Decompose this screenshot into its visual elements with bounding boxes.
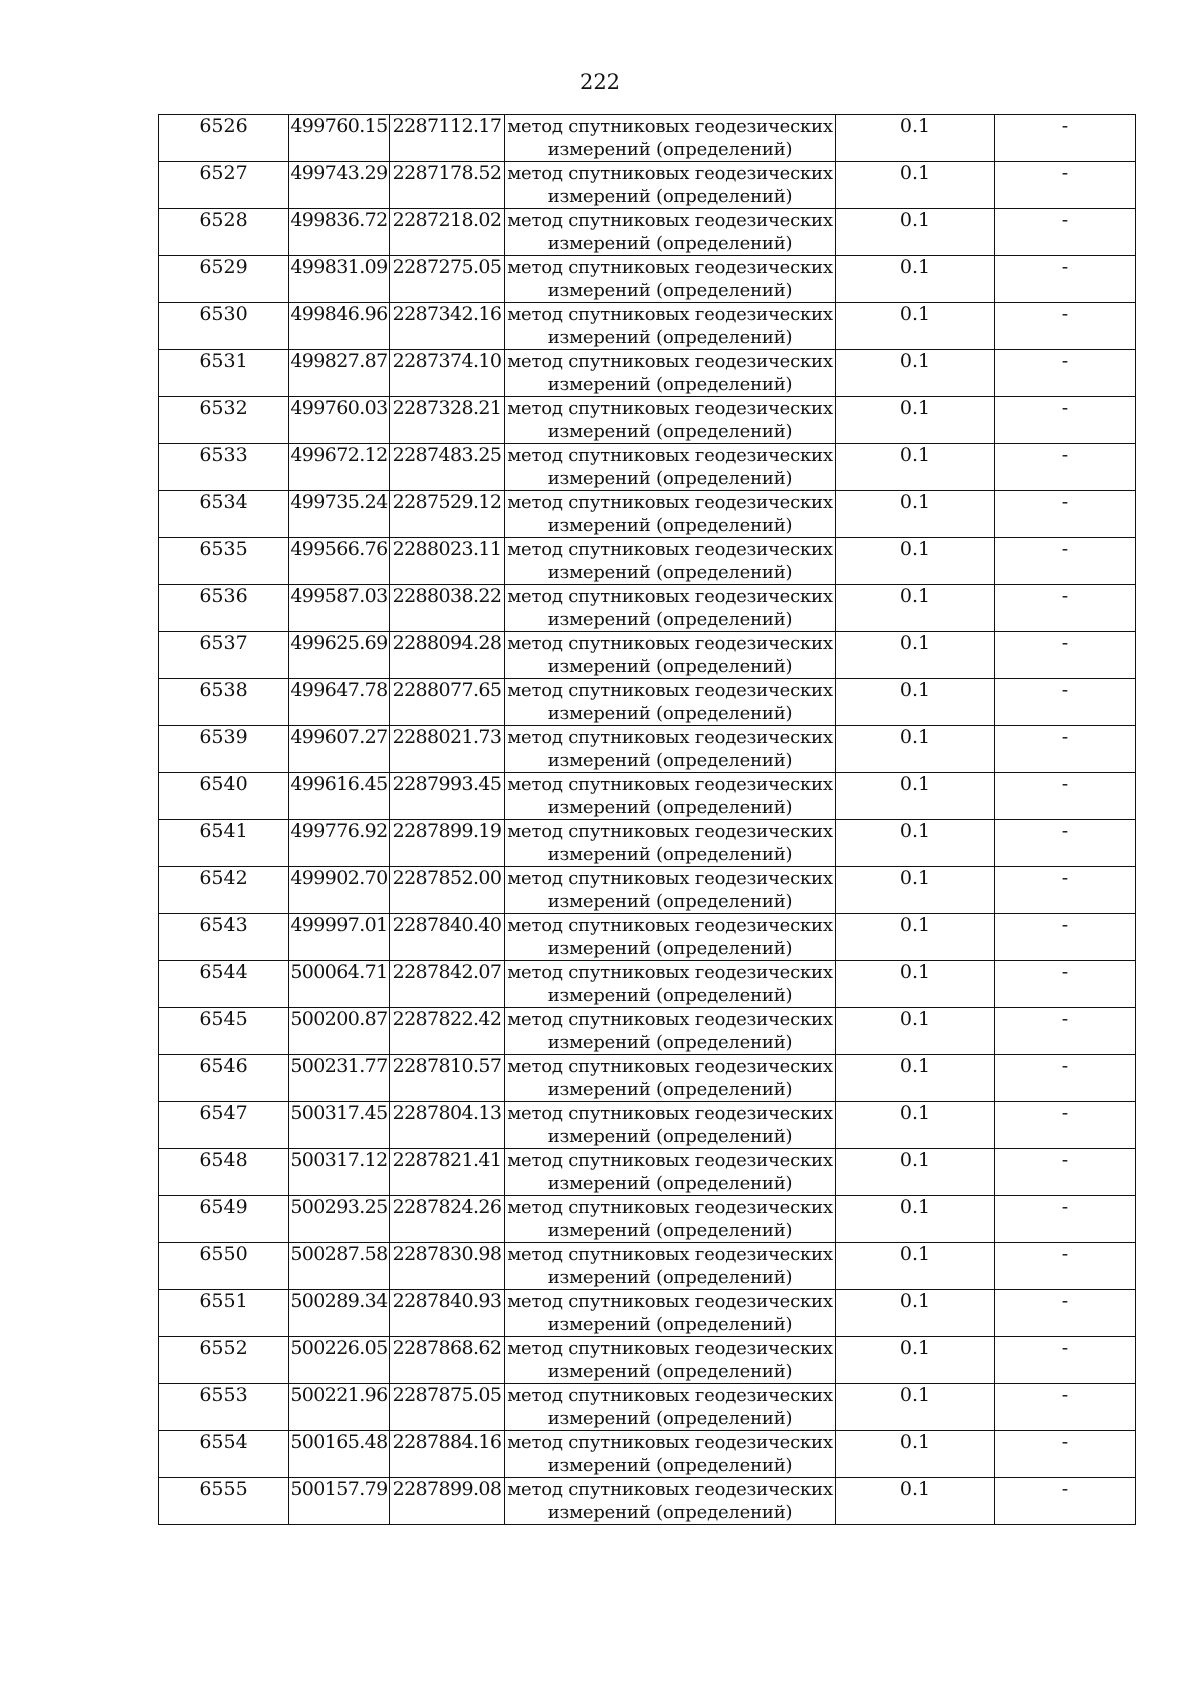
method-line-1: метод спутниковых геодезических (507, 1009, 833, 1030)
coord-y: 2288077.65 (390, 679, 505, 726)
note-value: - (995, 397, 1136, 444)
method-line-1: метод спутниковых геодезических (507, 492, 833, 513)
measurement-method (505, 726, 836, 773)
coord-x: 500157.79 (289, 1478, 390, 1525)
method-line-1: метод спутниковых геодезических (507, 1197, 833, 1218)
coord-x: 499831.09 (289, 256, 390, 303)
coord-x: 500231.77 (289, 1055, 390, 1102)
method-line-2: измерений (определений) (547, 1408, 793, 1429)
point-number: 6554 (159, 1431, 289, 1478)
table-row (159, 1478, 1136, 1525)
point-number: 6552 (159, 1337, 289, 1384)
coord-y: 2287993.45 (390, 773, 505, 820)
point-number: 6538 (159, 679, 289, 726)
coord-x: 499625.69 (289, 632, 390, 679)
method-line-2: измерений (определений) (547, 891, 793, 912)
method-line-1: метод спутниковых геодезических (507, 774, 833, 795)
coord-x: 499836.72 (289, 209, 390, 256)
point-number: 6528 (159, 209, 289, 256)
coord-x: 500221.96 (289, 1384, 390, 1431)
point-number: 6547 (159, 1102, 289, 1149)
measurement-method (505, 350, 836, 397)
accuracy-value: 0.1 (836, 444, 995, 491)
coord-y: 2287374.10 (390, 350, 505, 397)
accuracy-value: 0.1 (836, 1102, 995, 1149)
table-row (159, 397, 1136, 444)
table-row (159, 1337, 1136, 1384)
note-value: - (995, 209, 1136, 256)
method-line-1: метод спутниковых геодезических (507, 727, 833, 748)
note-value: - (995, 961, 1136, 1008)
table-row (159, 1384, 1136, 1431)
note-value: - (995, 773, 1136, 820)
coord-x: 500064.71 (289, 961, 390, 1008)
method-line-2: измерений (определений) (547, 1126, 793, 1147)
note-value: - (995, 679, 1136, 726)
note-value: - (995, 820, 1136, 867)
coord-x: 500317.45 (289, 1102, 390, 1149)
accuracy-value: 0.1 (836, 632, 995, 679)
accuracy-value: 0.1 (836, 538, 995, 585)
point-number: 6544 (159, 961, 289, 1008)
point-number: 6534 (159, 491, 289, 538)
point-number: 6543 (159, 914, 289, 961)
coord-y: 2287178.52 (390, 162, 505, 209)
note-value: - (995, 1290, 1136, 1337)
note-value: - (995, 585, 1136, 632)
method-line-1: метод спутниковых геодезических (507, 539, 833, 560)
table-row (159, 1008, 1136, 1055)
measurement-method (505, 491, 836, 538)
method-line-2: измерений (определений) (547, 1502, 793, 1523)
method-line-2: измерений (определений) (547, 421, 793, 442)
measurement-method (505, 1196, 836, 1243)
table-row (159, 1196, 1136, 1243)
measurement-method (505, 303, 836, 350)
method-line-1: метод спутниковых геодезических (507, 915, 833, 936)
point-number: 6546 (159, 1055, 289, 1102)
method-line-2: измерений (определений) (547, 233, 793, 254)
accuracy-value: 0.1 (836, 209, 995, 256)
method-line-1: метод спутниковых геодезических (507, 445, 833, 466)
measurement-method (505, 679, 836, 726)
method-line-2: измерений (определений) (547, 139, 793, 160)
coord-x: 499566.76 (289, 538, 390, 585)
table-row (159, 209, 1136, 256)
accuracy-value: 0.1 (836, 1478, 995, 1525)
point-number: 6533 (159, 444, 289, 491)
method-line-2: измерений (определений) (547, 374, 793, 395)
coord-y: 2287840.40 (390, 914, 505, 961)
coord-y: 2287899.19 (390, 820, 505, 867)
method-line-1: метод спутниковых геодезических (507, 821, 833, 842)
point-number: 6527 (159, 162, 289, 209)
point-number: 6532 (159, 397, 289, 444)
method-line-2: измерений (определений) (547, 844, 793, 865)
method-line-2: измерений (определений) (547, 280, 793, 301)
table-row (159, 1290, 1136, 1337)
method-line-2: измерений (определений) (547, 797, 793, 818)
coord-x: 499647.78 (289, 679, 390, 726)
method-line-1: метод спутниковых геодезических (507, 1479, 833, 1500)
accuracy-value: 0.1 (836, 1196, 995, 1243)
coord-y: 2287529.12 (390, 491, 505, 538)
method-line-2: измерений (определений) (547, 468, 793, 489)
coord-x: 500165.48 (289, 1431, 390, 1478)
note-value: - (995, 1055, 1136, 1102)
note-value: - (995, 538, 1136, 585)
method-line-2: измерений (определений) (547, 1079, 793, 1100)
accuracy-value: 0.1 (836, 726, 995, 773)
method-line-1: метод спутниковых геодезических (507, 1338, 833, 1359)
note-value: - (995, 1102, 1136, 1149)
note-value: - (995, 632, 1136, 679)
coord-y: 2287842.07 (390, 961, 505, 1008)
coord-x: 500293.25 (289, 1196, 390, 1243)
table-row (159, 585, 1136, 632)
measurement-method (505, 585, 836, 632)
point-number: 6550 (159, 1243, 289, 1290)
method-line-2: измерений (определений) (547, 703, 793, 724)
note-value: - (995, 256, 1136, 303)
measurement-method (505, 397, 836, 444)
point-number: 6541 (159, 820, 289, 867)
method-line-2: измерений (определений) (547, 562, 793, 583)
table-row (159, 1149, 1136, 1196)
measurement-method (505, 1337, 836, 1384)
point-number: 6540 (159, 773, 289, 820)
coord-y: 2287824.26 (390, 1196, 505, 1243)
coord-y: 2287852.00 (390, 867, 505, 914)
table-row (159, 491, 1136, 538)
method-line-2: измерений (определений) (547, 985, 793, 1006)
coord-y: 2287804.13 (390, 1102, 505, 1149)
point-number: 6539 (159, 726, 289, 773)
note-value: - (995, 1431, 1136, 1478)
method-line-2: измерений (определений) (547, 1267, 793, 1288)
point-number: 6548 (159, 1149, 289, 1196)
accuracy-value: 0.1 (836, 1055, 995, 1102)
note-value: - (995, 1196, 1136, 1243)
measurement-method (505, 444, 836, 491)
accuracy-value: 0.1 (836, 820, 995, 867)
method-line-1: метод спутниковых геодезических (507, 257, 833, 278)
note-value: - (995, 491, 1136, 538)
point-number: 6549 (159, 1196, 289, 1243)
measurement-method (505, 115, 836, 162)
method-line-1: метод спутниковых геодезических (507, 868, 833, 889)
accuracy-value: 0.1 (836, 961, 995, 1008)
coord-y: 2287275.05 (390, 256, 505, 303)
coord-y: 2287328.21 (390, 397, 505, 444)
method-line-1: метод спутниковых геодезических (507, 163, 833, 184)
note-value: - (995, 1337, 1136, 1384)
method-line-2: измерений (определений) (547, 656, 793, 677)
coord-x: 499760.15 (289, 115, 390, 162)
coord-y: 2287899.08 (390, 1478, 505, 1525)
table-row (159, 162, 1136, 209)
method-line-2: измерений (определений) (547, 1173, 793, 1194)
coord-y: 2287840.93 (390, 1290, 505, 1337)
accuracy-value: 0.1 (836, 1384, 995, 1431)
note-value: - (995, 914, 1136, 961)
table-row (159, 1243, 1136, 1290)
measurement-method (505, 632, 836, 679)
measurement-method (505, 773, 836, 820)
note-value: - (995, 350, 1136, 397)
measurement-method (505, 1290, 836, 1337)
point-number: 6531 (159, 350, 289, 397)
coord-x: 499607.27 (289, 726, 390, 773)
measurement-method (505, 961, 836, 1008)
table-row (159, 679, 1136, 726)
accuracy-value: 0.1 (836, 115, 995, 162)
coord-y: 2288023.11 (390, 538, 505, 585)
coord-x: 499997.01 (289, 914, 390, 961)
method-line-1: метод спутниковых геодезических (507, 398, 833, 419)
coord-y: 2287218.02 (390, 209, 505, 256)
accuracy-value: 0.1 (836, 867, 995, 914)
page-number: 222 (579, 70, 621, 94)
table-row (159, 961, 1136, 1008)
table-row (159, 820, 1136, 867)
table-row (159, 350, 1136, 397)
table-row (159, 538, 1136, 585)
method-line-2: измерений (определений) (547, 1314, 793, 1335)
coord-x: 500226.05 (289, 1337, 390, 1384)
note-value: - (995, 1243, 1136, 1290)
table-row (159, 632, 1136, 679)
table-row (159, 773, 1136, 820)
measurement-method (505, 1384, 836, 1431)
note-value: - (995, 303, 1136, 350)
coord-x: 499846.96 (289, 303, 390, 350)
table-row (159, 256, 1136, 303)
measurement-method (505, 1431, 836, 1478)
coord-y: 2287112.17 (390, 115, 505, 162)
method-line-2: измерений (определений) (547, 515, 793, 536)
coord-x: 499827.87 (289, 350, 390, 397)
coord-y: 2287875.05 (390, 1384, 505, 1431)
method-line-2: измерений (определений) (547, 1361, 793, 1382)
method-line-2: измерений (определений) (547, 1455, 793, 1476)
accuracy-value: 0.1 (836, 1243, 995, 1290)
coord-y: 2287342.16 (390, 303, 505, 350)
table-row (159, 726, 1136, 773)
point-number: 6529 (159, 256, 289, 303)
measurement-method (505, 867, 836, 914)
method-line-1: метод спутниковых геодезических (507, 1150, 833, 1171)
coord-x: 500287.58 (289, 1243, 390, 1290)
method-line-2: измерений (определений) (547, 609, 793, 630)
method-line-2: измерений (определений) (547, 186, 793, 207)
point-number: 6553 (159, 1384, 289, 1431)
accuracy-value: 0.1 (836, 397, 995, 444)
measurement-method (505, 538, 836, 585)
point-number: 6536 (159, 585, 289, 632)
note-value: - (995, 1478, 1136, 1525)
coord-x: 499616.45 (289, 773, 390, 820)
point-number: 6542 (159, 867, 289, 914)
table-row (159, 914, 1136, 961)
method-line-2: измерений (определений) (547, 327, 793, 348)
method-line-1: метод спутниковых геодезических (507, 1432, 833, 1453)
coord-y: 2288094.28 (390, 632, 505, 679)
table-row (159, 115, 1136, 162)
accuracy-value: 0.1 (836, 1149, 995, 1196)
measurement-method (505, 1008, 836, 1055)
accuracy-value: 0.1 (836, 256, 995, 303)
coord-y: 2287810.57 (390, 1055, 505, 1102)
point-number: 6545 (159, 1008, 289, 1055)
point-number: 6530 (159, 303, 289, 350)
point-number: 6526 (159, 115, 289, 162)
method-line-1: метод спутниковых геодезических (507, 304, 833, 325)
coord-x: 499776.92 (289, 820, 390, 867)
coord-x: 499902.70 (289, 867, 390, 914)
method-line-2: измерений (определений) (547, 750, 793, 771)
table-row (159, 444, 1136, 491)
point-number: 6535 (159, 538, 289, 585)
table-row (159, 303, 1136, 350)
table-row (159, 867, 1136, 914)
table-row (159, 1055, 1136, 1102)
coord-y: 2287884.16 (390, 1431, 505, 1478)
note-value: - (995, 867, 1136, 914)
coord-x: 499760.03 (289, 397, 390, 444)
coord-x: 499672.12 (289, 444, 390, 491)
table-row (159, 1102, 1136, 1149)
method-line-1: метод спутниковых геодезических (507, 680, 833, 701)
note-value: - (995, 162, 1136, 209)
method-line-1: метод спутниковых геодезических (507, 116, 833, 137)
measurement-method (505, 256, 836, 303)
method-line-1: метод спутниковых геодезических (507, 633, 833, 654)
coord-y: 2288038.22 (390, 585, 505, 632)
coord-y: 2287822.42 (390, 1008, 505, 1055)
point-number: 6537 (159, 632, 289, 679)
measurement-method (505, 209, 836, 256)
note-value: - (995, 1149, 1136, 1196)
note-value: - (995, 444, 1136, 491)
method-line-1: метод спутниковых геодезических (507, 1291, 833, 1312)
measurement-method (505, 914, 836, 961)
method-line-1: метод спутниковых геодезических (507, 1056, 833, 1077)
coord-y: 2287483.25 (390, 444, 505, 491)
coord-x: 500317.12 (289, 1149, 390, 1196)
note-value: - (995, 726, 1136, 773)
method-line-1: метод спутниковых геодезических (507, 962, 833, 983)
coordinates-table-body (159, 115, 1136, 1525)
accuracy-value: 0.1 (836, 1431, 995, 1478)
measurement-method (505, 162, 836, 209)
accuracy-value: 0.1 (836, 773, 995, 820)
measurement-method (505, 820, 836, 867)
method-line-1: метод спутниковых геодезических (507, 586, 833, 607)
method-line-1: метод спутниковых геодезических (507, 351, 833, 372)
measurement-method (505, 1243, 836, 1290)
coordinates-table (158, 114, 1136, 1525)
note-value: - (995, 115, 1136, 162)
measurement-method (505, 1149, 836, 1196)
note-value: - (995, 1384, 1136, 1431)
point-number: 6555 (159, 1478, 289, 1525)
accuracy-value: 0.1 (836, 162, 995, 209)
measurement-method (505, 1478, 836, 1525)
coord-x: 499587.03 (289, 585, 390, 632)
accuracy-value: 0.1 (836, 914, 995, 961)
accuracy-value: 0.1 (836, 585, 995, 632)
coord-x: 500289.34 (289, 1290, 390, 1337)
method-line-2: измерений (определений) (547, 1220, 793, 1241)
method-line-1: метод спутниковых геодезических (507, 1385, 833, 1406)
method-line-2: измерений (определений) (547, 1032, 793, 1053)
accuracy-value: 0.1 (836, 350, 995, 397)
note-value: - (995, 1008, 1136, 1055)
coord-x: 499735.24 (289, 491, 390, 538)
coord-y: 2287868.62 (390, 1337, 505, 1384)
accuracy-value: 0.1 (836, 1008, 995, 1055)
coord-y: 2287821.41 (390, 1149, 505, 1196)
point-number: 6551 (159, 1290, 289, 1337)
accuracy-value: 0.1 (836, 679, 995, 726)
method-line-1: метод спутниковых геодезических (507, 1103, 833, 1124)
accuracy-value: 0.1 (836, 1290, 995, 1337)
accuracy-value: 0.1 (836, 1337, 995, 1384)
method-line-1: метод спутниковых геодезических (507, 1244, 833, 1265)
accuracy-value: 0.1 (836, 303, 995, 350)
coord-x: 500200.87 (289, 1008, 390, 1055)
method-line-1: метод спутниковых геодезических (507, 210, 833, 231)
coord-x: 499743.29 (289, 162, 390, 209)
accuracy-value: 0.1 (836, 491, 995, 538)
coord-y: 2287830.98 (390, 1243, 505, 1290)
method-line-2: измерений (определений) (547, 938, 793, 959)
measurement-method (505, 1102, 836, 1149)
coord-y: 2288021.73 (390, 726, 505, 773)
measurement-method (505, 1055, 836, 1102)
table-row (159, 1431, 1136, 1478)
